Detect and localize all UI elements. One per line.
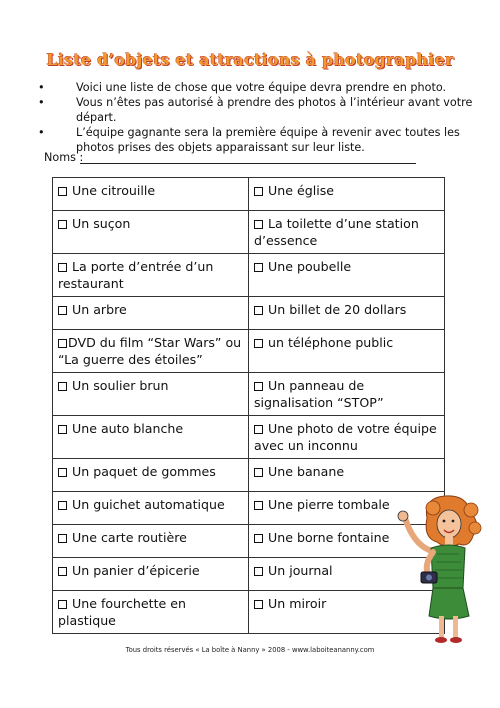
checklist-item[interactable]: Une pierre tombale: [249, 492, 445, 525]
bullet-icon: •: [38, 96, 45, 109]
table-row: [53, 211, 445, 254]
checklist-item[interactable]: Une carte routière: [53, 525, 249, 558]
checklist-item[interactable]: Une église: [249, 178, 445, 211]
table-row: [53, 373, 445, 416]
checklist-item[interactable]: Une fourchette en plastique: [53, 591, 249, 634]
checklist-item[interactable]: La toilette d’une station d’essence: [249, 211, 445, 254]
checklist-item[interactable]: Un miroir: [249, 591, 445, 634]
checklist-item[interactable]: Un paquet de gommes: [53, 459, 249, 492]
checkbox-icon[interactable]: [254, 306, 263, 315]
checkbox-icon[interactable]: [58, 306, 67, 315]
checkbox-icon[interactable]: [254, 382, 263, 391]
checkbox-icon[interactable]: [58, 501, 67, 510]
checklist-item[interactable]: Une auto blanche: [53, 416, 249, 459]
checklist-item[interactable]: Une photo de votre équipe avec un inconnu: [249, 416, 445, 459]
checklist-item[interactable]: DVD du film “Star Wars” ou “La guerre des étoiles”: [53, 330, 249, 373]
checklist-item[interactable]: Une citrouille: [53, 178, 249, 211]
checklist-item[interactable]: Une banane: [249, 459, 445, 492]
checkbox-icon[interactable]: [254, 468, 263, 477]
table-row: [53, 416, 445, 459]
checklist-item[interactable]: Un panneau de signalisation “STOP”: [249, 373, 445, 416]
checkbox-icon[interactable]: [254, 425, 263, 434]
checkbox-icon[interactable]: [254, 534, 263, 543]
checkbox-icon[interactable]: [58, 187, 67, 196]
checkbox-icon[interactable]: [254, 600, 263, 609]
instruction-item: • Vous n’êtes pas autorisé à prendre des photos à l’intérieur avant votre départ.: [38, 96, 473, 124]
checklist-item[interactable]: Un guichet automatique: [53, 492, 249, 525]
checkbox-icon[interactable]: [58, 600, 67, 609]
checkbox-icon[interactable]: [58, 425, 67, 434]
checkbox-icon[interactable]: [58, 220, 67, 229]
checklist-item[interactable]: Un journal: [249, 558, 445, 591]
names-field-line[interactable]: [80, 163, 416, 164]
bullet-icon: •: [38, 126, 45, 139]
checklist-item[interactable]: un téléphone public: [249, 330, 445, 373]
checklist-item[interactable]: La porte d’entrée d’un restaurant: [53, 254, 249, 297]
woman-with-camera-illustration: [385, 488, 495, 648]
page-title: Liste d’objets et attractions à photographier: [46, 50, 454, 69]
table-row: [53, 459, 445, 492]
instructions-list: [38, 80, 478, 155]
checkbox-icon[interactable]: [58, 534, 67, 543]
table-row: [53, 330, 445, 373]
checkbox-icon[interactable]: [254, 339, 263, 348]
checkbox-icon[interactable]: [58, 339, 67, 348]
instruction-item: • Voici une liste de chose que votre équipe devra prendre en photo.: [38, 81, 447, 94]
checklist-item[interactable]: Un panier d’épicerie: [53, 558, 249, 591]
table-row: [53, 297, 445, 330]
checkbox-icon[interactable]: [254, 567, 263, 576]
checklist-item[interactable]: Un suçon: [53, 211, 249, 254]
checkbox-icon[interactable]: [58, 382, 67, 391]
table-row: [53, 254, 445, 297]
checklist-item[interactable]: Une poubelle: [249, 254, 445, 297]
checkbox-icon[interactable]: [58, 468, 67, 477]
table-row: [53, 178, 445, 211]
bullet-icon: •: [38, 81, 45, 94]
copyright-footer: Tous droits réservés « La boîte à Nanny » 2008 - www.laboiteananny.com: [125, 646, 375, 654]
checklist-item[interactable]: Un soulier brun: [53, 373, 249, 416]
checkbox-icon[interactable]: [254, 501, 263, 510]
names-label: Noms :: [44, 151, 84, 164]
checkbox-icon[interactable]: [254, 187, 263, 196]
checklist-item[interactable]: Une borne fontaine: [249, 525, 445, 558]
checkbox-icon[interactable]: [254, 220, 263, 229]
checklist-item[interactable]: Un billet de 20 dollars: [249, 297, 445, 330]
checkbox-icon[interactable]: [254, 263, 263, 272]
instruction-item: • L’équipe gagnante sera la première équipe à revenir avec toutes les photos prises des objets apparaissant sur leur liste.: [38, 126, 460, 154]
checkbox-icon[interactable]: [58, 567, 67, 576]
checklist-item[interactable]: Un arbre: [53, 297, 249, 330]
checkbox-icon[interactable]: [58, 263, 67, 272]
